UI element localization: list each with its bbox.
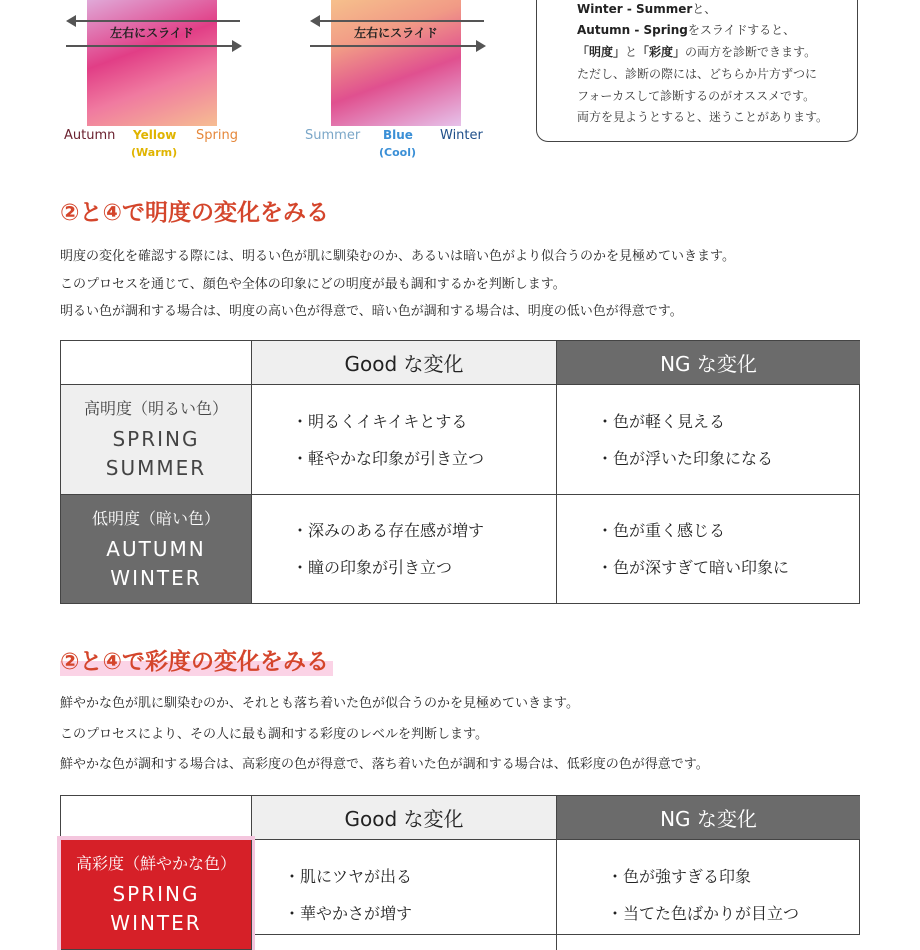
slide-arrow-left-2 <box>312 20 484 22</box>
row-label-jp: 低明度（暗い色） <box>91 508 220 528</box>
row-label-en-1: SPRING <box>112 427 200 451</box>
row-label-en-1: AUTUMN <box>106 536 206 561</box>
row-label-low-brightness <box>61 495 251 603</box>
axis-label-autumn: Autumn <box>64 128 116 143</box>
ng-header: NG な変化 <box>556 796 860 840</box>
list-item: ・色が深すぎて暗い印象に <box>597 558 790 577</box>
list-item: ・深みのある存在感が増す <box>292 521 485 540</box>
row-label-high-saturation <box>61 840 251 950</box>
list-item: ・色が浮いた印象になる <box>597 448 774 468</box>
saturation-table <box>60 795 860 935</box>
slide-arrow-right <box>66 45 240 47</box>
good-header: Good な変化 <box>251 796 556 840</box>
axis-label-spring: Spring <box>196 128 238 143</box>
ng-cell <box>556 385 860 495</box>
brightness-paragraph-2: このプロセスを通じて、顔色や全体の印象にどの明度が最も調和するかを判断します。 <box>60 277 566 292</box>
row-label-jp: 高彩度（鮮やかな色） <box>75 854 236 873</box>
axis-label-winter: Winter <box>440 128 483 143</box>
note-line-4: ただし、診断の際には、どちらか片方ずつに <box>577 67 818 81</box>
list-item: ・肌にツヤが出る <box>284 867 413 886</box>
brightness-heading: ②と④で明度の変化をみる <box>60 200 329 226</box>
slide-label: 左右にスライド <box>110 26 194 40</box>
row-label-high-brightness <box>61 385 251 495</box>
table-corner <box>61 796 251 840</box>
list-item: ・色が強すぎる印象 <box>607 867 752 886</box>
list-item: ・軽やかな印象が引き立つ <box>292 448 485 468</box>
slide-label-2: 左右にスライド <box>354 26 438 40</box>
good-cell <box>251 495 556 603</box>
row-label-en-2: WINTER <box>110 911 202 935</box>
axis-label-warm: (Warm) <box>131 146 178 159</box>
brightness-table <box>60 340 860 604</box>
ng-cell <box>556 495 860 603</box>
saturation-paragraph-2: このプロセスにより、その人に最も調和する彩度のレベルを判断します。 <box>60 727 488 742</box>
note-line-6: 両方を見ようとすると、迷うことがあります。 <box>577 110 829 124</box>
note-line-5: フォーカスして診断するのがオススメです。 <box>577 89 816 103</box>
axis-label-blue: Blue <box>383 128 413 142</box>
note-line-2: Autumn - Springをスライドすると、 <box>577 23 796 37</box>
list-item: ・瞳の印象が引き立つ <box>292 558 453 577</box>
row-label-en-2: SUMMER <box>105 456 207 480</box>
good-cell <box>251 385 556 495</box>
slide-arrow-left <box>68 20 240 22</box>
ng-header: NG な変化 <box>556 341 860 385</box>
list-item: ・華やかさが増す <box>284 904 413 923</box>
saturation-paragraph-3: 鮮やかな色が調和する場合は、高彩度の色が得意で、落ち着いた色が調和する場合は、低彩度の色が得意です。 <box>60 757 709 772</box>
list-item: ・当てた色ばかりが目立つ <box>607 904 800 923</box>
note-line-1: Winter - Summerと、 <box>577 2 717 16</box>
row-label-en-1: SPRING <box>112 882 200 906</box>
brightness-paragraph-1: 明度の変化を確認する際には、明るい色が肌に馴染むのか、あるいは暗い色がより似合うのかを見極めていきます。 <box>60 249 735 264</box>
axis-label-summer: Summer <box>305 128 361 143</box>
saturation-paragraph-1: 鮮やかな色が肌に馴染むのか、それとも落ち着いた色が似合うのかを見極めていきます。 <box>60 696 579 711</box>
row-label-jp: 高明度（明るい色） <box>83 399 228 418</box>
list-item: ・色が軽く見える <box>597 411 726 431</box>
axis-label-cool: (Cool) <box>379 146 417 159</box>
good-cell <box>251 840 556 950</box>
brightness-paragraph-3: 明るい色が調和する場合は、明度の高い色が得意で、暗い色が調和する場合は、明度の低い色が得意です。 <box>60 304 683 319</box>
slide-arrow-right-2 <box>310 45 484 47</box>
gradient-swatch-cool <box>331 0 461 126</box>
gradient-swatch-warm <box>87 0 217 126</box>
saturation-heading: ②と④で彩度の変化をみる <box>60 643 333 676</box>
list-item: ・色が重く感じる <box>597 521 726 540</box>
row-label-en-2: WINTER <box>110 565 202 590</box>
table-corner <box>61 341 251 385</box>
axis-label-yellow: Yellow <box>133 128 177 142</box>
good-header: Good な変化 <box>251 341 556 385</box>
note-line-3: 「明度」と「彩度」の両方を診断できます。 <box>577 45 817 59</box>
list-item: ・明るくイキイキとする <box>292 411 468 431</box>
ng-cell <box>556 840 860 950</box>
